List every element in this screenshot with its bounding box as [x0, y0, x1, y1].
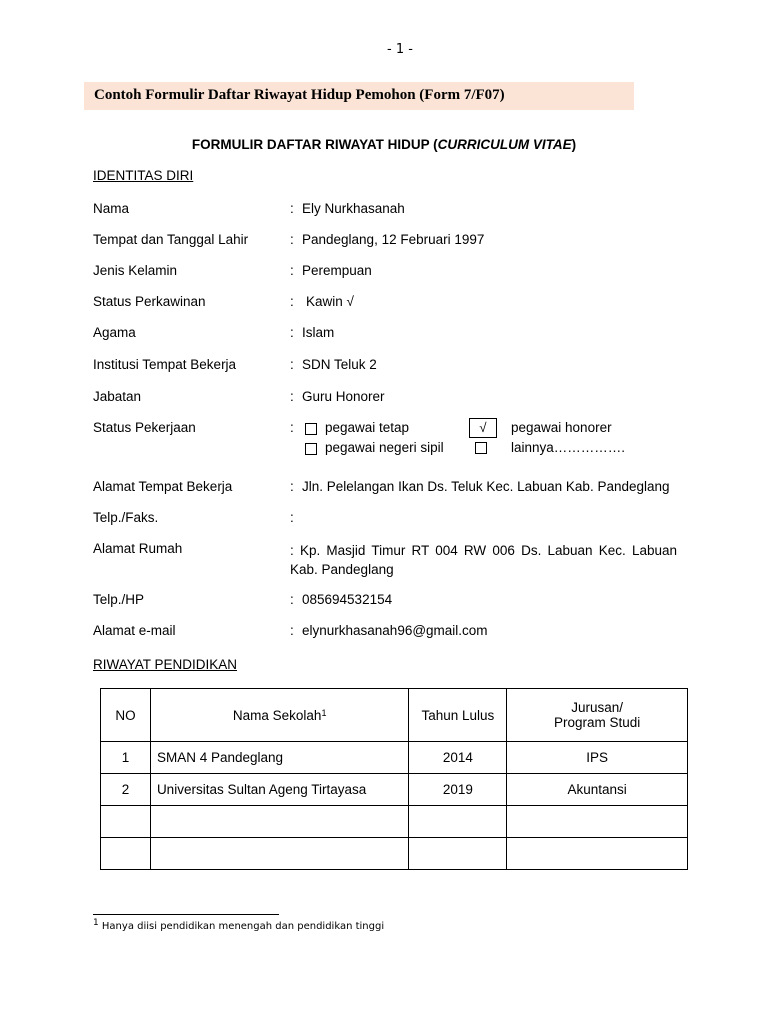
colon-alamat-kerja: :	[290, 479, 294, 494]
header-jurusan	[507, 689, 688, 742]
value-jabatan[interactable]: Guru Honorer	[302, 389, 385, 404]
colon-status-pekerjaan: :	[290, 420, 294, 435]
colon-status-perkawinan: :	[290, 294, 294, 309]
label-nama: Nama	[93, 201, 130, 216]
label-alamat-rumah: Alamat Rumah	[93, 541, 183, 556]
label-institusi: Institusi Tempat Bekerja	[93, 357, 237, 372]
colon-nama: :	[290, 201, 294, 216]
value-agama[interactable]: Islam	[302, 325, 335, 340]
value-email[interactable]: elynurkhasanah96@gmail.com	[302, 623, 488, 638]
colon-ttl: :	[290, 232, 294, 247]
label-jenis-kelamin: Jenis Kelamin	[93, 263, 178, 278]
header-no: NO	[101, 689, 151, 742]
label-agama: Agama	[93, 325, 136, 340]
label-status-pekerjaan: Status Pekerjaan	[93, 420, 196, 435]
header-jurusan-line1: Jurusan/	[571, 700, 624, 715]
cell-nama-sekolah[interactable]: Universitas Sultan Ageng Tirtayasa	[150, 774, 408, 806]
value-ttl[interactable]: Pandeglang, 12 Februari 1997	[302, 232, 485, 247]
cell-nama-sekolah[interactable]: SMAN 4 Pandeglang	[150, 742, 408, 774]
label-telp-hp: Telp./HP	[93, 592, 145, 607]
value-nama[interactable]: Ely Nurkhasanah	[302, 201, 405, 216]
cell-tahun-lulus[interactable]	[409, 806, 507, 838]
value-alamat-rumah[interactable]: : Kp. Masjid Timur RT 004 RW 006 Ds. Labuan Kec. Labuan Kab. Pandeglang	[290, 543, 677, 577]
cell-tahun-lulus[interactable]: 2014	[409, 742, 507, 774]
form-title	[0, 137, 768, 152]
header-nama-sekolah	[150, 689, 408, 742]
cell-nama-sekolah[interactable]	[150, 806, 408, 838]
cell-nama-sekolah[interactable]	[150, 838, 408, 870]
label-pegawai-negeri-sipil: pegawai negeri sipil	[325, 440, 444, 455]
check-mark-icon: √	[479, 420, 487, 435]
footnote-divider	[93, 914, 279, 915]
value-institusi[interactable]: SDN Teluk 2	[302, 357, 377, 372]
footnote-marker: 1	[93, 918, 99, 928]
section-riwayat-pendidikan: RIWAYAT PENDIDIKAN	[93, 657, 238, 672]
colon-telp-faks: :	[290, 510, 294, 525]
table-header-row	[101, 689, 688, 742]
form-title-main: FORMULIR DAFTAR RIWAYAT HIDUP (	[191, 137, 438, 152]
cell-no[interactable]	[101, 838, 151, 870]
label-status-perkawinan: Status Perkawinan	[93, 294, 206, 309]
value-status-perkawinan[interactable]: Kawin √	[306, 294, 354, 309]
form-title-close: )	[571, 137, 577, 152]
colon-jabatan: :	[290, 389, 294, 404]
cell-no[interactable]	[101, 806, 151, 838]
cell-jurusan[interactable]: IPS	[507, 742, 688, 774]
header-jurusan-line2: Program Studi	[553, 715, 641, 730]
cell-no[interactable]: 1	[101, 742, 151, 774]
colon-institusi: :	[290, 357, 294, 372]
header-tahun-lulus: Tahun Lulus	[409, 689, 507, 742]
cell-tahun-lulus[interactable]: 2019	[409, 774, 507, 806]
table-row	[101, 742, 688, 774]
colon-email: :	[290, 623, 294, 638]
checkbox-pegawai-negeri-sipil[interactable]	[305, 443, 317, 455]
banner-title: Contoh Formulir Daftar Riwayat Hidup Pemohon (Form 7/F07)	[94, 87, 505, 103]
checkbox-lainnya[interactable]	[475, 442, 487, 454]
table-row	[101, 838, 688, 870]
page-number: - 1 -	[387, 42, 413, 57]
table-row	[101, 774, 688, 806]
colon-agama: :	[290, 325, 294, 340]
label-ttl: Tempat dan Tanggal Lahir	[93, 232, 249, 247]
cell-jurusan[interactable]	[507, 838, 688, 870]
form-title-italic: CURRICULUM VITAE	[437, 137, 572, 152]
cell-jurusan[interactable]	[507, 806, 688, 838]
footnote-ref: 1	[321, 707, 327, 718]
value-alamat-kerja[interactable]: Jln. Pelelangan Ikan Ds. Teluk Kec. Labuan Kab. Pandeglang	[302, 479, 670, 494]
label-pegawai-tetap: pegawai tetap	[325, 420, 410, 435]
label-pegawai-honorer: pegawai honorer	[511, 420, 612, 435]
label-lainnya: lainnya…………….	[511, 440, 626, 455]
education-table	[100, 688, 688, 870]
label-telp-faks: Telp./Faks.	[93, 510, 159, 525]
checkbox-pegawai-tetap[interactable]	[305, 423, 317, 435]
colon-jenis-kelamin: :	[290, 263, 294, 278]
form-banner	[84, 82, 634, 110]
footnote-text: Hanya diisi pendidikan menengah dan pendidikan tinggi	[98, 921, 385, 932]
header-nama-sekolah-text: Nama Sekolah	[232, 707, 322, 723]
colon-telp-hp: :	[290, 592, 294, 607]
section-identitas-diri: IDENTITAS DIRI	[93, 168, 194, 183]
cell-no[interactable]: 2	[101, 774, 151, 806]
value-jenis-kelamin[interactable]: Perempuan	[302, 263, 372, 278]
value-telp-hp[interactable]: 085694532154	[302, 592, 393, 607]
table-row	[101, 806, 688, 838]
label-jabatan: Jabatan	[93, 389, 142, 404]
checkbox-pegawai-honorer[interactable]	[469, 418, 497, 438]
footnote	[93, 918, 385, 932]
cell-tahun-lulus[interactable]	[409, 838, 507, 870]
label-alamat-kerja: Alamat Tempat Bekerja	[93, 479, 233, 494]
label-email: Alamat e-mail	[93, 623, 176, 638]
cell-jurusan[interactable]: Akuntansi	[507, 774, 688, 806]
